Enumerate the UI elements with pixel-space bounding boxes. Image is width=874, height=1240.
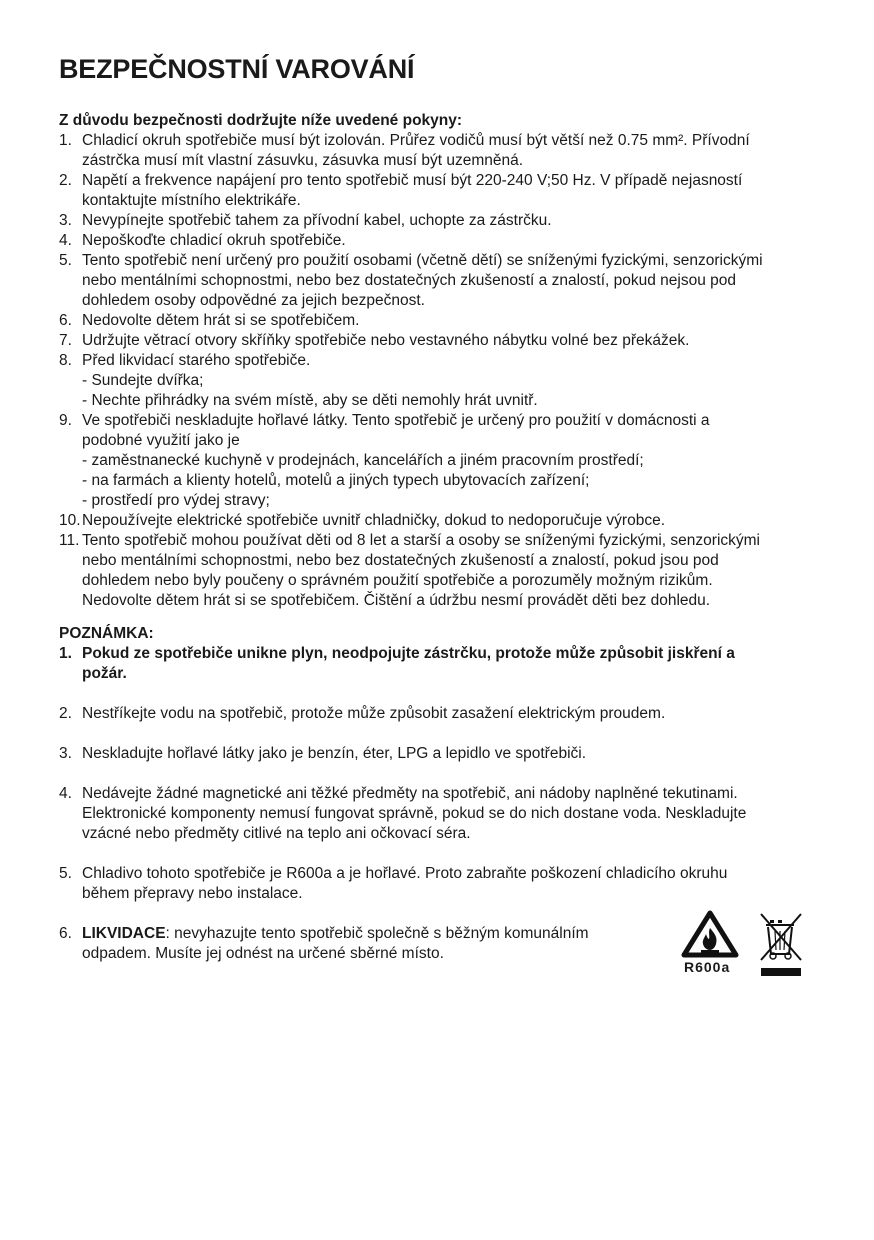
item-text-line: požár. <box>82 665 127 682</box>
item-text-line: Pokud ze spotřebiče unikne plyn, neodpojujte zástrčku, protože může způsobit jiskření a <box>82 645 735 662</box>
item-text-line: dohledem nebo byly poučeny o správném použití spotřebiče a porozuměly možným rizikům. <box>82 572 713 589</box>
item-text-line: Nedávejte žádné magnetické ani těžké předměty na spotřebič, ani nádoby naplněné tekutinami. <box>82 785 738 802</box>
item-text-line: Nedovolte dětem hrát si se spotřebičem. <box>82 312 360 329</box>
item-number: 1. <box>59 132 72 149</box>
item-number: 10. <box>59 512 81 529</box>
list-item <box>59 511 829 531</box>
document-page <box>59 52 829 984</box>
list-item <box>59 531 829 611</box>
item-text-line: nebo mentálními schopnostmi, nebo bez dostatečných zkušeností a znalostí, pokud jsou pod <box>82 552 719 569</box>
item-text-line: Udržujte větrací otvory skříňky spotřebiče nebo vestavného nábytku volné bez překážek. <box>82 332 690 349</box>
disposal-text: : nevyhazujte tento spotřebič společně s běžným komunálním <box>165 925 589 942</box>
list-item <box>59 784 829 844</box>
flammable-label: R600a <box>684 959 731 975</box>
item-number: 3. <box>59 212 72 229</box>
disposal-text-line2: odpadem. Musíte jej odnést na určené sběrné místo. <box>82 945 444 962</box>
item-number: 4. <box>59 232 72 249</box>
item-text-line: - Nechte přihrádky na svém místě, aby se děti nemohly hrát uvnitř. <box>82 392 538 409</box>
list-item <box>59 171 829 211</box>
item-text-line: zástrčka musí mít vlastní zásuvku, zásuvka musí být uzemněná. <box>82 152 524 169</box>
item-text-line: Ve spotřebiči neskladujte hořlavé látky. Tento spotřebič je určený pro použití v domácnosti a <box>82 412 710 429</box>
item-text-line: podobné využití jako je <box>82 432 240 449</box>
item-number: 11. <box>59 532 80 549</box>
notes-list <box>59 644 829 904</box>
item-text-line: - Sundejte dvířka; <box>82 372 204 389</box>
item-number: 1. <box>59 645 72 662</box>
list-item <box>59 311 829 331</box>
item-text-line: Před likvidací starého spotřebiče. <box>82 352 311 369</box>
safety-list <box>59 131 829 611</box>
symbols-group <box>681 910 811 980</box>
list-item <box>59 924 657 964</box>
item-text-line: vzácné nebo předměty citlivé na teplo ani očkovací séra. <box>82 825 471 842</box>
item-number: 3. <box>59 745 72 762</box>
item-text-line: - prostředí pro výdej stravy; <box>82 492 270 509</box>
crossed-bin-icon <box>757 910 805 980</box>
item-number: 5. <box>59 252 72 269</box>
list-item <box>59 351 829 411</box>
list-item <box>59 211 829 231</box>
item-text-line: - na farmách a klienty hotelů, motelů a jiných typech ubytovacích zařízení; <box>82 472 590 489</box>
item-text-line: Nedovolte dětem hrát si se spotřebičem. Čištění a údržbu nesmí provádět děti bez dohledu. <box>82 592 711 609</box>
list-item <box>59 331 829 351</box>
list-item <box>59 864 829 904</box>
item-text-line: - zaměstnanecké kuchyně v prodejnách, kancelářích a jiném pracovním prostředí; <box>82 452 644 469</box>
item-text-line: Elektronické komponenty nemusí fungovat správně, pokud se do nich dostane voda. Neskladujte <box>82 805 747 822</box>
intro-text: Z důvodu bezpečnosti dodržujte níže uvedené pokyny: <box>59 112 463 129</box>
list-item <box>59 744 829 764</box>
list-item <box>59 131 829 171</box>
item-text-line: Nestříkejte vodu na spotřebič, protože může způsobit zasažení elektrickým proudem. <box>82 705 666 722</box>
page-title: BEZPEČNOSTNÍ VAROVÁNÍ <box>59 54 415 84</box>
item-text-line: Chladivo tohoto spotřebiče je R600a a je hořlavé. Proto zabraňte poškození chladicího okruhu <box>82 865 728 882</box>
note-heading: POZNÁMKA: <box>59 625 154 642</box>
item-number: 4. <box>59 785 72 802</box>
item-text-line: Nevypínejte spotřebič tahem za přívodní kabel, uchopte za zástrčku. <box>82 212 552 229</box>
item-number: 8. <box>59 352 72 369</box>
list-item <box>59 231 829 251</box>
item-text-line: Neskladujte hořlavé látky jako je benzín, éter, LPG a lepidlo ve spotřebiči. <box>82 745 587 762</box>
list-item <box>59 251 829 311</box>
item-text-line: nebo mentálními schopnostmi, nebo bez dostatečných zkušeností a znalostí, pokud nejsou pod <box>82 272 736 289</box>
item-text-line: dohledem osoby odpovědné za jejich bezpečnost. <box>82 292 425 309</box>
list-item <box>59 644 829 684</box>
item-text-line: kontaktujte místního elektrikáře. <box>82 192 301 209</box>
list-item <box>59 411 829 511</box>
item-number: 2. <box>59 705 72 722</box>
item-number: 2. <box>59 172 72 189</box>
item-text-line: Nepoškoďte chladicí okruh spotřebiče. <box>82 232 346 249</box>
item-number: 7. <box>59 332 72 349</box>
item-text-line: Nepoužívejte elektrické spotřebiče uvnitř chladničky, dokud to nedoporučuje výrobce. <box>82 512 666 529</box>
item-number: 5. <box>59 865 72 882</box>
item-text-line: Napětí a frekvence napájení pro tento spotřebič musí být 220-240 V;50 Hz. V případě nejasností <box>82 172 743 189</box>
item-number: 6. <box>59 312 72 329</box>
item-number: 6. <box>59 925 72 942</box>
disposal-label: LIKVIDACE <box>82 925 166 942</box>
item-text-line: během přepravy nebo instalace. <box>82 885 303 902</box>
item-text-line: Tento spotřebič mohou používat děti od 8 let a starší a osoby se sníženými fyzickými, senzorickými <box>82 532 760 549</box>
item-text-line: Tento spotřebič není určený pro použití osobami (včetně dětí) se sníženými fyzickými, senzorickými <box>82 252 763 269</box>
flammable-warning-icon <box>681 910 739 976</box>
item-text-line: Chladicí okruh spotřebiče musí být izolován. Průřez vodičů musí být větší než 0.75 mm². Přívodní <box>82 132 750 149</box>
list-item <box>59 704 829 724</box>
item-number: 9. <box>59 412 72 429</box>
